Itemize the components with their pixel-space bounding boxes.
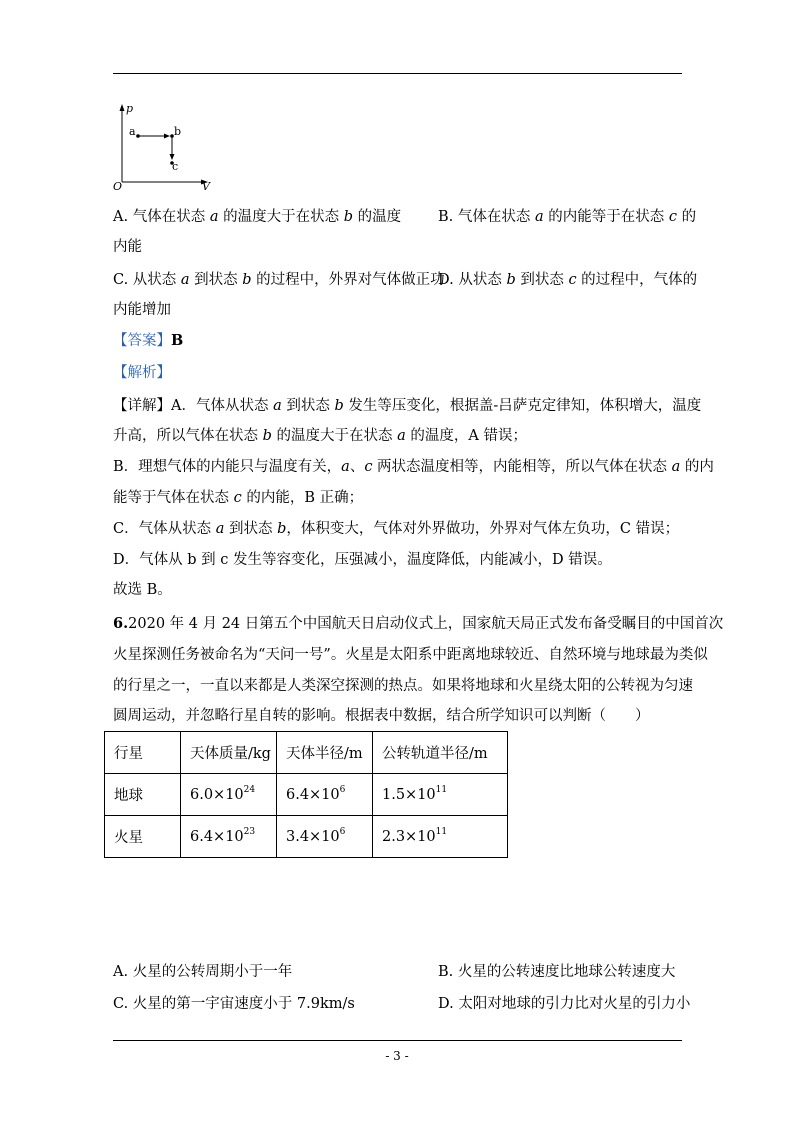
table-header-cell: 行星: [105, 732, 181, 774]
axis-label-v: V: [202, 180, 210, 192]
ab-arrow-icon: [164, 134, 170, 139]
table-cell: $6.4\times 10^6$: [277, 774, 373, 816]
q5-option-d: D. 从状态 b 到状态 c 的过程中，气体的: [438, 272, 698, 288]
q5-option-b: B. 气体在状态 a 的内能等于在状态 c 的: [438, 209, 697, 225]
table-cell: $6.4\times 10^{23}$: [181, 816, 277, 858]
label-c: c: [172, 160, 179, 173]
table-cell: 火星: [105, 816, 181, 858]
q5-option-b-cont: 内能: [113, 239, 142, 255]
table-cell: 地球: [105, 774, 181, 816]
q6-option-b: B. 火星的公转速度比地球公转速度大: [438, 964, 676, 980]
q5-detail-line-1: 【详解】A．气体从状态 a 到状态 b 发生等压变化，根据盖-吕萨克定律知，体积增大，温度: [113, 398, 702, 414]
table-cell: $6.0\times 10^{24}$: [181, 774, 277, 816]
table-cell: $2.3\times 10^{11}$: [373, 816, 508, 858]
origin-label: O: [113, 180, 123, 192]
page-number: - 3 -: [385, 1049, 409, 1063]
q5-detail-line-3: B．理想气体的内能只与温度有关，a、c 两状态温度相等，内能相等，所以气体在状态 a 的内: [113, 459, 714, 475]
q5-option-c: C. 从状态 a 到状态 b 的过程中，外界对气体做正功: [113, 272, 445, 288]
q5-conclusion: 故选 B。: [113, 582, 172, 598]
planet-data-table: [104, 731, 508, 858]
table-row: [105, 774, 508, 816]
q6-stem-line-1: 6.2020 年 4 月 24 日第五个中国航天日启动仪式上，国家航天局正式发布备受瞩目的中国首次: [113, 615, 724, 632]
q5-detail-line-5: C．气体从状态 a 到状态 b，体积变大，气体对外界做功，外界对气体左负功，C 错误；: [113, 521, 680, 537]
pv-diagram: [110, 100, 220, 192]
q5-option-d-cont: 内能增加: [113, 302, 171, 318]
table-header-row: [105, 732, 508, 774]
q5-option-a: A. 气体在状态 a 的温度大于在状态 b 的温度: [113, 209, 402, 225]
table-header-cell: 天体半径/m: [277, 732, 373, 774]
q6-option-d: D. 太阳对地球的引力比对火星的引力小: [438, 996, 691, 1012]
footer-rule: [113, 1040, 682, 1041]
label-a: a: [129, 125, 136, 138]
q5-detail-line-2: 升高，所以气体在状态 b 的温度大于在状态 a 的温度，A 错误；: [113, 428, 527, 444]
q6-stem-line-4: 圆周运动，并忽略行星自转的影响。根据表中数据，结合所学知识可以判断（ ）: [113, 708, 650, 724]
q6-option-a: A. 火星的公转周期小于一年: [113, 964, 293, 980]
q6-option-c: C. 火星的第一宇宙速度小于 7.9km/s: [113, 996, 355, 1012]
q5-detail-line-6: D．气体从 b 到 c 发生等容变化，压强减小，温度降低，内能减小，D 错误。: [113, 552, 612, 568]
table-header-cell: 公转轨道半径/m: [373, 732, 508, 774]
table-cell: $1.5\times 10^{11}$: [373, 774, 508, 816]
q6-stem-line-2: 火星探测任务被命名为“天问一号”。火星是太阳系中距离地球较近、自然环境与地球最为类似: [113, 647, 708, 663]
q5-answer: 【答案】B: [113, 332, 184, 349]
label-b: b: [174, 125, 182, 138]
table-row: [105, 816, 508, 858]
q6-stem-line-3: 的行星之一，一直以来都是人类深空探测的热点。如果将地球和火星绕太阳的公转视为匀速: [113, 678, 693, 694]
q5-detail-line-4: 能等于气体在状态 c 的内能，B 正确；: [113, 490, 364, 506]
q5-analysis-tag: 【解析】: [113, 365, 171, 381]
p-axis-arrow-icon: [120, 104, 125, 111]
table-cell: $3.4\times 10^6$: [277, 816, 373, 858]
table-header-cell: 天体质量/kg: [181, 732, 277, 774]
axis-label-p: p: [126, 102, 134, 115]
header-rule: [113, 73, 682, 74]
